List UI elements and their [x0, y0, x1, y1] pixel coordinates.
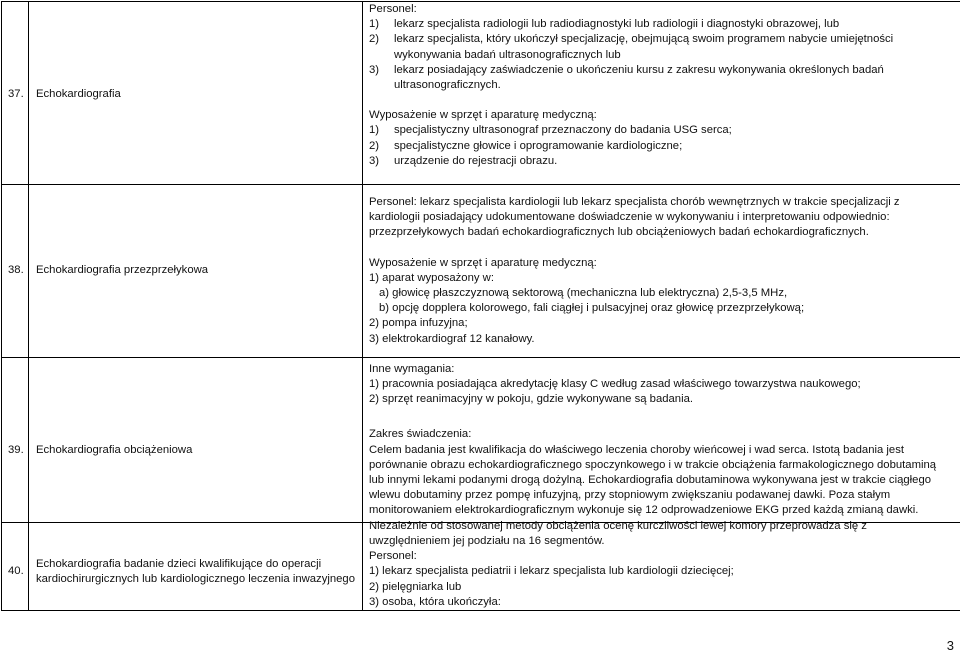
procedure-name: Echokardiografia przezprzełykowa [36, 264, 209, 276]
list-item: 3) lekarz posiadający zaświadczenie o ukończeniu kursu z zakresu wykonywania określonych badań [369, 63, 884, 76]
row-number: 38. [8, 264, 24, 276]
column-divider [28, 1, 29, 611]
section-heading: Personel: [369, 3, 417, 15]
list-item: 3) osoba, która ukończyła: [369, 595, 501, 608]
section-heading: Zakres świadczenia: [369, 428, 472, 441]
scope-text: Celem badania jest kwalifikacja do właściwego leczenia choroby wieńcowej i wad serca. Istotą badania jest [369, 443, 904, 456]
scope-text: lub innymi lekami podanymi drogą dożylną. Echokardiografia dobutaminowa wykonywana jest w trakcie ciągłego [369, 474, 932, 487]
procedure-name: Echokardiografia [36, 88, 121, 100]
section-heading: Inne wymagania: [369, 362, 455, 375]
section-heading: Personel: [369, 550, 417, 563]
personnel-text: Personel: lekarz specjalista kardiologii lub lekarz specjalista chorób wewnętrznych w trakcie specjalizacji z [369, 196, 900, 209]
personnel-text: przezprzełykowych badań echokardiograficznych lub obciążeniowych badań echokardiograficznych. [369, 226, 869, 239]
list-item: 1) lekarz specjalista radiologii lub radiodiagnostyki lub radiologii i diagnostyki obrazowej, lub [369, 18, 840, 31]
personnel-text: kardiologii posiadający udokumentowane doświadczenie w wykonywaniu i interpretowaniu odpowiednio: [369, 211, 890, 224]
list-item-continuation: wykonywania badań ultrasonograficznych lub [394, 48, 621, 61]
column-divider [362, 1, 363, 611]
page-number: 3 [946, 638, 954, 653]
scope-text: uwzględnieniem jej podziału na 16 segmentów. [369, 534, 605, 547]
scope-text: wlewu dobutaminy przez pompę infuzyjną, przy stopniowym zwiększaniu podawanej dawki. Poza stałym [369, 489, 891, 502]
list-item: 1) lekarz specjalista pediatrii i lekarz specjalista lub kardiologii dziecięcej; [369, 565, 734, 578]
requirements-column [369, 2, 954, 610]
scope-text: porównanie obrazu echokardiograficznego spoczynkowego i w trakcie obciążenia farmakologicznego dobutaminą [369, 458, 937, 471]
list-item: 3) urządzenie do rejestracji obrazu. [369, 154, 558, 167]
list-item: 2) specjalistyczne głowice i oprogramowanie kardiologiczne; [369, 139, 683, 152]
section-heading: Wyposażenie w sprzęt i aparaturę medyczną: [369, 109, 597, 122]
procedure-name: Echokardiografia obciążeniowa [36, 444, 193, 456]
list-item: b) opcję dopplera kolorowego, fali ciągłej i pulsacyjnej oraz głowicę przezprzełykową; [379, 302, 805, 315]
list-item: 2) lekarz specjalista, który ukończył specjalizację, obejmującą swoim programem nabycie umiejętności [369, 33, 894, 46]
list-item: 3) elektrokardiograf 12 kanałowy. [369, 332, 535, 345]
list-item: a) głowicę płaszczyznową sektorową (mechaniczna lub elektryczna) 2,5-3,5 MHz, [379, 287, 788, 300]
list-item: 2) pielęgniarka lub [369, 580, 462, 593]
procedure-name: Echokardiografia badanie dzieci kwalifikujące do operacji kardiochirurgicznych lub kardiologicznego leczenia inwazyjnego [36, 558, 355, 585]
row-number: 37. [8, 88, 24, 100]
list-item: 1) specjalistyczny ultrasonograf przeznaczony do badania USG serca; [369, 124, 732, 137]
list-item: 1) pracownia posiadająca akredytację klasy C według zasad właściwego towarzystwa naukowego; [369, 378, 861, 391]
section-heading: Wyposażenie w sprzęt i aparaturę medyczną: [369, 256, 597, 269]
row-number: 40. [8, 565, 24, 577]
scope-text: monitorowaniem elektrokardiograficznym wykonuje się 12 odprowadzeniowe EKG przed każdą zmianą dawki. [369, 504, 919, 517]
list-item: 2) sprzęt reanimacyjny w pokoju, gdzie wykonywane są badania. [369, 393, 694, 406]
list-item: 2) pompa infuzyjna; [369, 317, 468, 330]
list-item-continuation: ultrasonograficznych. [394, 79, 501, 92]
list-item: 1) aparat wyposażony w: [369, 271, 494, 284]
table-border-bottom [1, 610, 960, 611]
row-number: 39. [8, 444, 24, 456]
table-border-left [1, 1, 2, 611]
scope-text: Niezależnie od stosowanej metody obciążenia ocenę kurczliwości lewej komory przeprowadza się z [369, 519, 867, 532]
